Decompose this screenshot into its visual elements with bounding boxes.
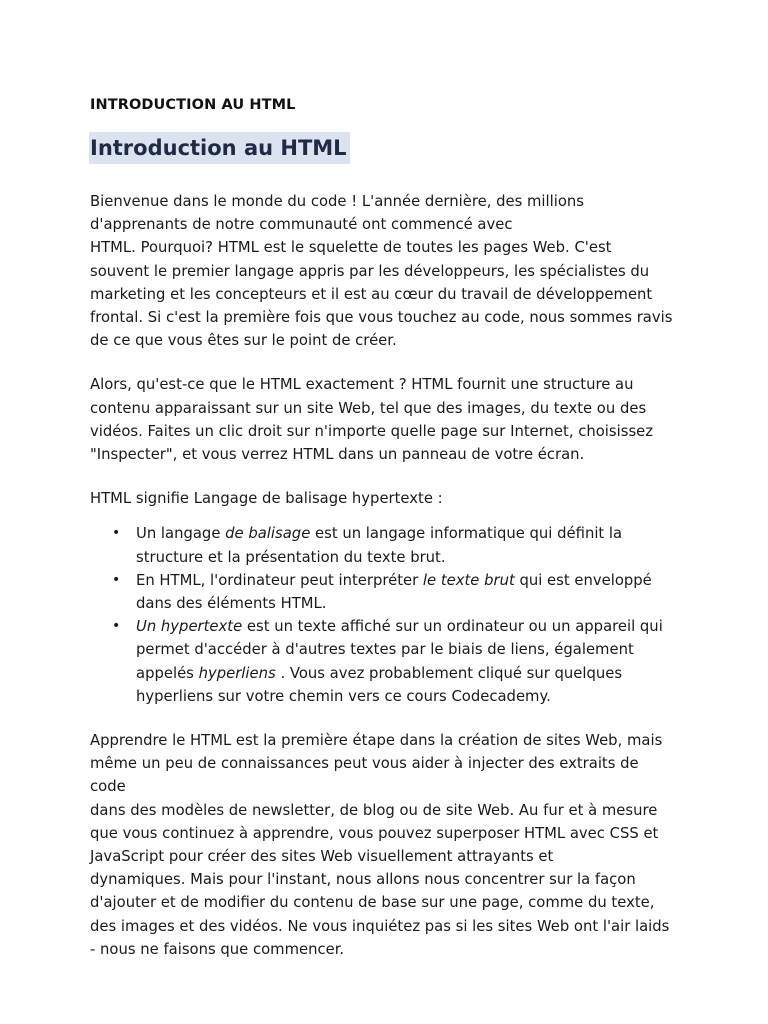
text-line: Alors, qu'est-ce que le HTML exactement ? HTML fournit une structure au (90, 376, 634, 394)
bullet-icon: • (112, 571, 121, 588)
text-fragment: En HTML, l'ordinateur peut interpréter (136, 571, 423, 589)
text-line: d'ajouter et de modifier du contenu de base sur une page, comme du texte, (90, 894, 655, 912)
italic-term: le texte brut (422, 571, 515, 589)
text-fragment: . Vous avez probablement cliqué sur quelques (275, 664, 623, 682)
text-line: contenu apparaissant sur un site Web, tel que des images, du texte ou des (90, 399, 647, 417)
paragraph-html-meaning: HTML signifie Langage de balisage hypertexte : (90, 490, 443, 508)
text-fragment: Un langage (136, 525, 226, 543)
text-line: de ce que vous êtes sur le point de créer. (90, 332, 397, 350)
list-item-markup (90, 522, 678, 568)
list-item-plain-text (90, 569, 678, 615)
text-line: même un peu de connaissances peut vous aider à injecter des extraits de code (90, 755, 639, 796)
paragraph-what-is-html (90, 373, 678, 466)
italic-term: hyperliens (198, 664, 276, 682)
text-line: permet d'accéder à d'autres textes par le biais de liens, également (136, 641, 634, 659)
italic-term: de balisage (225, 525, 311, 543)
paragraph-learning-html (90, 729, 678, 961)
document-title: Introduction au HTML (89, 132, 350, 164)
text-line: Bienvenue dans le monde du code ! L'année dernière, des millions (90, 193, 585, 210)
text-line: hyperliens sur votre chemin vers ce cours Codecademy. (136, 687, 551, 705)
text-line: "Inspecter", et vous verrez HTML dans un panneau de votre écran. (90, 446, 585, 464)
text-line: d'apprenants de notre communauté ont commencé avec (90, 216, 513, 234)
text-fragment: est un texte affiché sur un ordinateur ou un appareil qui (242, 618, 663, 636)
text-line: HTML. Pourquoi? HTML est le squelette de toutes les pages Web. C'est (90, 239, 612, 257)
document-heading: INTRODUCTION AU HTML (90, 97, 296, 113)
title-wrapper (90, 128, 678, 174)
text-line: dans des modèles de newsletter, de blog ou de site Web. Au fur et à mesure (90, 801, 658, 819)
text-line: que vous continuez à apprendre, vous pouvez superposer HTML avec CSS et (90, 824, 659, 842)
text-line: JavaScript pour créer des sites Web visuellement attrayants et (90, 848, 554, 866)
text-line: frontal. Si c'est la première fois que vous touchez au code, nous sommes ravis (90, 309, 673, 327)
list-item-hypertext (90, 615, 678, 708)
text-line: souvent le premier langage appris par les développeurs, les spécialistes du (90, 262, 650, 280)
text-fragment: appelés (136, 664, 199, 682)
text-line: - nous ne faisons que commencer. (90, 940, 345, 958)
text-line: dynamiques. Mais pour l'instant, nous allons nous concentrer sur la façon (90, 871, 636, 889)
paragraph-intro (90, 190, 678, 352)
definition-list (90, 522, 678, 708)
bullet-icon: • (112, 525, 121, 542)
text-line: marketing et les concepteurs et il est au cœur du travail de développement (90, 285, 653, 303)
italic-term: Un hypertexte (136, 618, 243, 636)
text-line: dans des éléments HTML. (136, 595, 327, 613)
text-fragment: qui est enveloppé (514, 571, 652, 589)
text-fragment: est un langage informatique qui définit la (310, 525, 623, 543)
text-line: des images et des vidéos. Ne vous inquiétez pas si les sites Web ont l'air laids (90, 917, 670, 935)
text-line: vidéos. Faites un clic droit sur n'importe quelle page sur Internet, choisissez (90, 422, 654, 440)
text-line: structure et la présentation du texte brut. (136, 548, 446, 566)
bullet-icon: • (112, 618, 121, 635)
text-line: Apprendre le HTML est la première étape dans la création de sites Web, mais (90, 732, 663, 750)
